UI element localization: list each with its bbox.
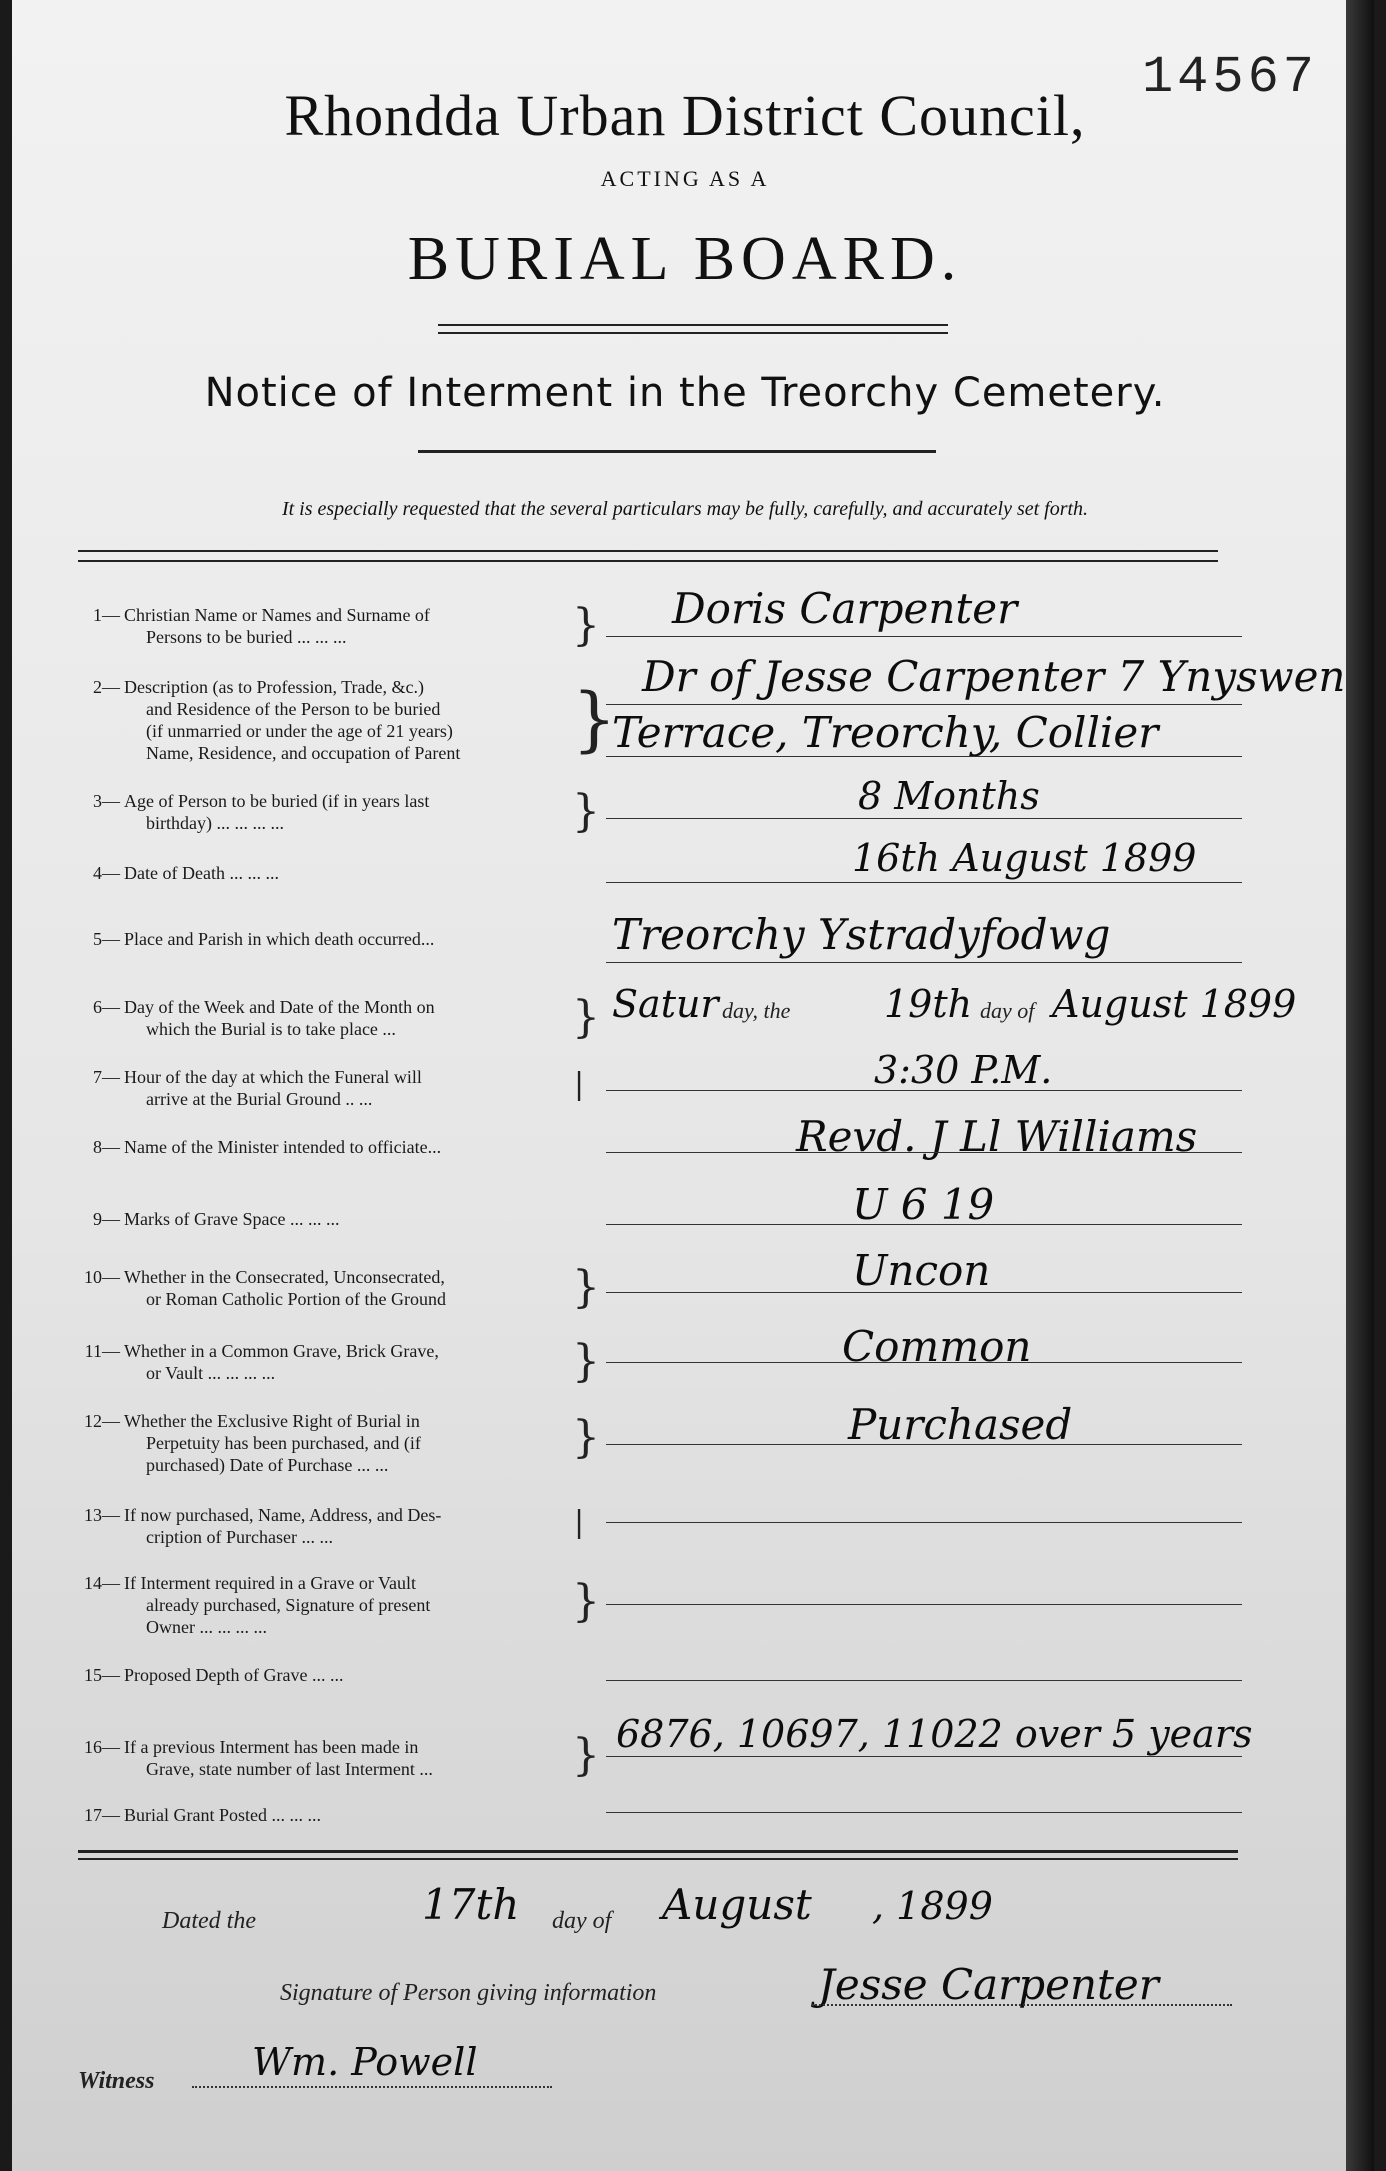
row-6-brace: } <box>572 992 600 1043</box>
row-13-label: 13— If now purchased, Name, Address, and Des- cription of Purchaser ... ... <box>84 1505 442 1547</box>
row-1-brace: } <box>572 600 600 651</box>
row-7-value: 3:30 P.M. <box>874 1048 1053 1092</box>
row-1-line <box>606 636 1242 637</box>
row-3-brace: } <box>572 786 600 837</box>
burial-notice-sheet <box>12 0 1358 2171</box>
row-11-line <box>606 1362 1242 1363</box>
row-8-value: Revd. J Ll Williams <box>796 1112 1198 1161</box>
row-13-brace: | <box>574 1505 585 1540</box>
witness-signature: Wm. Powell <box>252 2040 478 2084</box>
row-10-line <box>606 1292 1242 1293</box>
row-4-value: 16th August 1899 <box>852 836 1197 880</box>
row-9-label: 9— Marks of Grave Space ... ... ... <box>93 1209 340 1229</box>
row-3-value: 8 Months <box>858 774 1040 818</box>
row-6-weekday: Satur <box>612 982 719 1026</box>
title-rule-2 <box>438 332 948 334</box>
request-text: It is especially requested that the several particulars may be fully, carefully, and accurately set forth. <box>281 498 1089 520</box>
row-10-brace: } <box>572 1262 600 1313</box>
row-12-value: Purchased <box>848 1400 1073 1449</box>
row-12-label: 12— Whether the Exclusive Right of Burial in Perpetuity has been purchased, and (if purchased) Date of Purchase ... ... <box>84 1411 421 1475</box>
row-6-month: August 1899 <box>1052 982 1297 1026</box>
row-10-value: Uncon <box>852 1246 991 1295</box>
footer-rule-1 <box>78 1850 1238 1853</box>
signature-line <box>812 2004 1232 2006</box>
row-2-value-2: Terrace, Treorchy, Collier <box>612 708 1159 757</box>
row-17-line <box>606 1812 1242 1813</box>
row-7-label: 7— Hour of the day at which the Funeral will arrive at the Burial Ground .. ... <box>93 1067 422 1109</box>
row-8-line <box>606 1152 1242 1153</box>
row-12-line <box>606 1444 1242 1445</box>
row-1-value: Doris Carpenter <box>672 584 1018 633</box>
dated-day: 17th <box>422 1880 520 1929</box>
row-14-label: 14— If Interment required in a Grave or Vault already purchased, Signature of present Owner ... ... ... ... <box>84 1573 431 1637</box>
row-7-line <box>606 1090 1242 1091</box>
row-10-label: 10— Whether in the Consecrated, Unconsecrated, or Roman Catholic Portion of the Ground <box>84 1267 446 1309</box>
dated-year: , 1899 <box>872 1884 993 1928</box>
burial-board-title: BURIAL BOARD. <box>407 225 963 293</box>
witness-line <box>192 2086 552 2088</box>
informant-signature: Jesse Carpenter <box>818 1960 1159 2009</box>
row-6-day-of: day of <box>980 998 1035 1023</box>
day-of-label: day of <box>552 1908 612 1934</box>
row-8-label: 8— Name of the Minister intended to officiate... <box>93 1137 442 1157</box>
row-6-date: 19th <box>884 982 973 1026</box>
page-edge-shadow <box>1346 0 1374 2171</box>
row-6-day-the: day, the <box>722 998 791 1023</box>
row-5-line <box>606 962 1242 963</box>
notice-title: Notice of Interment in the Treorchy Cemetery. <box>204 370 1166 416</box>
header-rule-1 <box>78 550 1218 552</box>
row-2-value-1: Dr of Jesse Carpenter 7 Ynyswen <box>642 652 1346 701</box>
row-4-line <box>606 882 1242 883</box>
notice-rule <box>418 450 936 453</box>
row-15-line <box>606 1680 1242 1681</box>
row-17-label: 17— Burial Grant Posted ... ... ... <box>84 1805 321 1825</box>
witness-label: Witness <box>78 2068 155 2094</box>
row-13-line <box>606 1522 1242 1523</box>
row-14-brace: } <box>572 1576 600 1627</box>
serial-number: 14567 <box>1141 48 1318 107</box>
row-16-value: 6876, 10697, 11022 over 5 years <box>616 1712 1253 1756</box>
row-2-brace: } <box>572 678 617 760</box>
signature-label: Signature of Person giving information <box>280 1980 657 2006</box>
row-2-line-2 <box>606 756 1242 757</box>
row-11-value: Common <box>842 1322 1032 1371</box>
dated-month: August <box>662 1880 812 1929</box>
row-7-brace: | <box>574 1067 585 1102</box>
row-12-brace: } <box>572 1412 600 1463</box>
row-11-label: 11— Whether in a Common Grave, Brick Grave, or Vault ... ... ... ... <box>84 1341 439 1383</box>
dated-the-label: Dated the <box>162 1908 256 1934</box>
row-2-line-1 <box>606 704 1242 705</box>
row-1-label: 1— Christian Name or Names and Surname of Persons to be buried ... ... ... <box>93 605 430 647</box>
footer-rule-2 <box>78 1858 1238 1860</box>
row-16-brace: } <box>572 1730 600 1781</box>
row-14-line <box>606 1604 1242 1605</box>
council-title: Rhondda Urban District Council, <box>284 83 1086 148</box>
acting-as-text: ACTING AS A <box>600 166 770 191</box>
row-16-label: 16— If a previous Interment has been made in Grave, state number of last Interment ... <box>84 1737 433 1779</box>
row-9-line <box>606 1224 1242 1225</box>
row-6-label: 6— Day of the Week and Date of the Month on which the Burial is to take place ... <box>93 997 435 1039</box>
row-11-brace: } <box>572 1336 600 1387</box>
row-15-label: 15— Proposed Depth of Grave ... ... <box>84 1665 344 1685</box>
row-5-label: 5— Place and Parish in which death occurred... <box>93 929 435 949</box>
row-16-line <box>606 1756 1242 1757</box>
row-3-label: 3— Age of Person to be buried (if in years last birthday) ... ... ... ... <box>93 791 430 833</box>
row-4-label: 4— Date of Death ... ... ... <box>93 863 279 883</box>
row-3-line <box>606 818 1242 819</box>
row-2-label: 2— Description (as to Profession, Trade, &c.) and Residence of the Person to be buried (if unmarried or under the age of 21 years) Name, Residence, and occupation of Parent <box>93 677 461 763</box>
row-9-value: U 6 19 <box>852 1180 995 1229</box>
header-rule-2 <box>78 560 1218 562</box>
title-rule-1 <box>438 324 948 326</box>
row-5-value: Treorchy Ystradyfodwg <box>612 910 1111 959</box>
